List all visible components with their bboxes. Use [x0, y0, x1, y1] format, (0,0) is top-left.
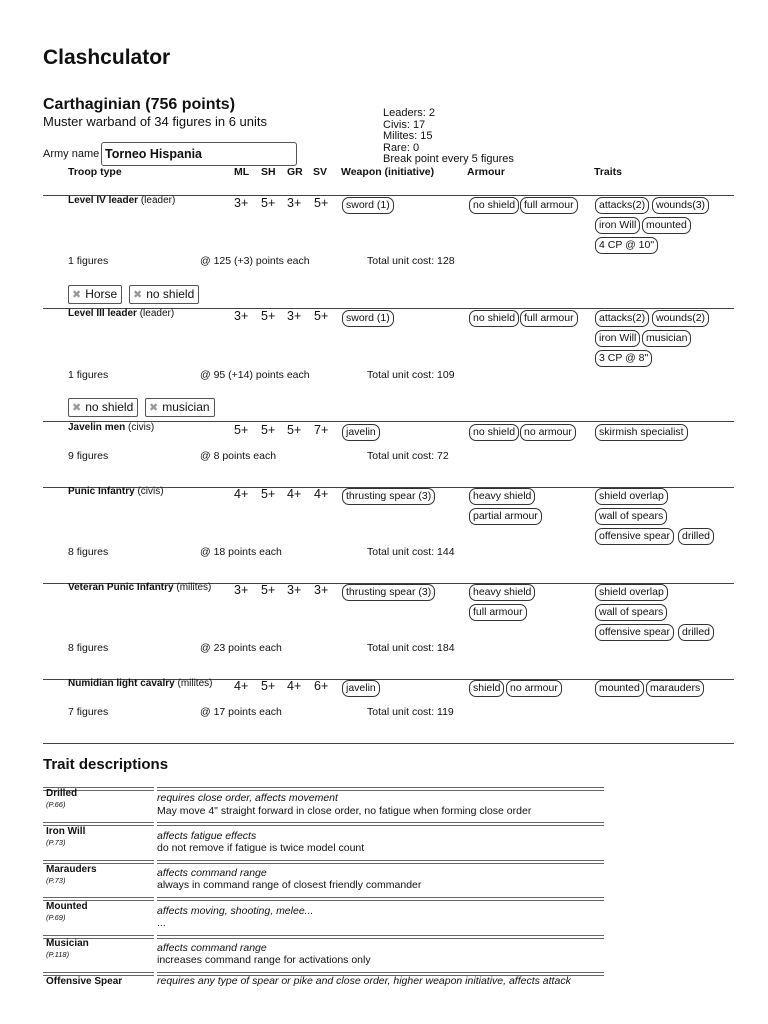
- stat-ml: 5+: [234, 423, 249, 437]
- unit-price: @ 125 (+3) points each: [200, 255, 310, 267]
- figure-count: 1 figures: [68, 255, 109, 267]
- unit-price: @ 8 points each: [200, 450, 277, 462]
- unit-total-cost: Total unit cost: 144: [367, 546, 455, 558]
- troop-name: Veteran Punic Infantry (milites): [68, 582, 212, 593]
- trait-tag: wall of spears: [595, 604, 667, 621]
- option-no-shield[interactable]: ✖ no shield: [68, 398, 138, 417]
- figure-count: 9 figures: [68, 450, 109, 462]
- trait-description: May move 4" straight forward in close order, no fatigue when forming close order: [157, 805, 532, 817]
- trait-tag: attacks(2): [595, 197, 649, 214]
- armour-tag: no shield: [469, 424, 519, 441]
- header-gr: GR: [287, 166, 303, 178]
- stat-ml: 4+: [234, 679, 249, 693]
- trait-requirement: affects fatigue effects: [157, 830, 257, 842]
- troop-name: Punic Infantry (civis): [68, 486, 164, 497]
- trait-description: do not remove if fatigue is twice model count: [157, 842, 365, 854]
- option-no-shield[interactable]: ✖ no shield: [129, 285, 199, 304]
- trait-requirement: affects command range: [157, 942, 267, 954]
- weapon-tag: thrusting spear (3): [342, 488, 435, 505]
- weapon-tag: sword (1): [342, 197, 394, 214]
- header-sv: SV: [313, 166, 328, 178]
- trait-tag: iron Will: [595, 330, 640, 347]
- stat-milites: Milites: 15: [383, 130, 433, 142]
- stat-gr: 4+: [287, 487, 302, 501]
- stat-ml: 3+: [234, 196, 249, 210]
- weapon-tag: javelin: [342, 680, 380, 697]
- armour-tag: no shield: [469, 310, 519, 327]
- stat-sh: 5+: [261, 679, 276, 693]
- stat-sv: 5+: [314, 196, 329, 210]
- armour-tag: partial armour: [469, 508, 542, 525]
- stat-sv: 3+: [314, 583, 329, 597]
- stat-sh: 5+: [261, 487, 276, 501]
- remove-icon[interactable]: ✖: [133, 289, 143, 301]
- trait-description: increases command range for activations only: [157, 954, 371, 966]
- stat-gr: 3+: [287, 583, 302, 597]
- trait-tag: wall of spears: [595, 508, 667, 525]
- header-weapon: Weapon (initiative): [341, 166, 435, 178]
- army-title: Carthaginian (756 points): [43, 96, 236, 113]
- weapon-tag: javelin: [342, 424, 380, 441]
- unit-price: @ 95 (+14) points each: [200, 369, 310, 381]
- army-stats: [383, 108, 514, 166]
- trait-tag: 3 CP @ 8": [595, 350, 652, 367]
- option-musician[interactable]: ✖ musician: [145, 398, 215, 417]
- stat-ml: 3+: [234, 583, 249, 597]
- weapon-tag: sword (1): [342, 310, 394, 327]
- trait-requirement: affects moving, shooting, melee...: [157, 905, 314, 917]
- trait-name: Iron Will: [46, 826, 86, 837]
- table-bottom-divider: [43, 743, 734, 744]
- armour-tag: full armour: [520, 197, 578, 214]
- stat-break-point: Break point every 5 figures: [383, 153, 514, 165]
- trait-requirement: requires any type of spear or pike and close order, higher weapon initiative, affects attack: [157, 975, 571, 987]
- armour-tag: heavy shield: [469, 488, 535, 505]
- armour-tag: shield: [469, 680, 504, 697]
- armour-tag: full armour: [469, 604, 527, 621]
- armour-tag: no armour: [520, 424, 576, 441]
- troop-name: Javelin men (civis): [68, 422, 155, 433]
- trait-tag: wounds(2): [652, 310, 709, 327]
- figure-count: 7 figures: [68, 706, 109, 718]
- header-sh: SH: [261, 166, 276, 178]
- unit-total-cost: Total unit cost: 119: [367, 706, 454, 718]
- trait-divider: [43, 897, 604, 901]
- stat-sh: 5+: [261, 583, 276, 597]
- unit-total-cost: Total unit cost: 128: [367, 255, 455, 267]
- trait-divider: [43, 822, 604, 826]
- trait-name: Drilled: [46, 788, 78, 799]
- stat-ml: 3+: [234, 309, 249, 323]
- stat-civis: Civis: 17: [383, 118, 426, 131]
- stat-sv: 5+: [314, 309, 329, 323]
- figure-count: 8 figures: [68, 546, 109, 558]
- trait-requirement: affects command range: [157, 867, 267, 879]
- trait-tag: skirmish specialist: [595, 424, 688, 441]
- trait-page-ref: (P.69): [46, 913, 66, 922]
- header-armour: Armour: [467, 166, 505, 178]
- unit-total-cost: Total unit cost: 72: [367, 450, 449, 462]
- stat-gr: 4+: [287, 679, 302, 693]
- troop-name: Numidian light cavalry (milites): [68, 678, 213, 689]
- stat-rare: Rare: 0: [383, 141, 420, 154]
- figure-count: 8 figures: [68, 642, 109, 654]
- trait-descriptions-title: Trait descriptions: [43, 756, 169, 773]
- trait-tag: offensive spear: [595, 528, 674, 545]
- stat-sh: 5+: [261, 423, 276, 437]
- figure-count: 1 figures: [68, 369, 109, 381]
- armour-tag: no shield: [469, 197, 519, 214]
- trait-tag: marauders: [646, 680, 704, 697]
- trait-divider: [43, 860, 604, 864]
- trait-tag: mounted: [595, 680, 644, 697]
- unit-price: @ 17 points each: [200, 706, 282, 718]
- remove-icon[interactable]: ✖: [72, 289, 82, 301]
- trait-tag: shield overlap: [595, 488, 668, 505]
- header-ml: ML: [234, 166, 250, 178]
- app-title: Clashculator: [43, 46, 171, 69]
- stat-sv: 4+: [314, 487, 329, 501]
- armour-tag: full armour: [520, 310, 578, 327]
- weapon-tag: thrusting spear (3): [342, 584, 435, 601]
- trait-tag: musician: [642, 330, 691, 347]
- trait-divider: [43, 787, 604, 791]
- trait-page-ref: (P.118): [46, 950, 70, 959]
- trait-tag: mounted: [642, 217, 691, 234]
- header-traits: Traits: [594, 166, 623, 178]
- stat-sv: 6+: [314, 679, 329, 693]
- trait-divider: [43, 935, 604, 939]
- stat-sh: 5+: [261, 309, 276, 323]
- armour-tag: heavy shield: [469, 584, 535, 601]
- army-name-label: Army name: [43, 148, 100, 160]
- trait-tag: wounds(3): [652, 197, 709, 214]
- stat-sh: 5+: [261, 196, 276, 210]
- troop-name: Level IV leader (leader): [68, 195, 176, 206]
- unit-total-cost: Total unit cost: 184: [367, 642, 455, 654]
- army-name-input[interactable]: [101, 142, 297, 166]
- trait-tag: shield overlap: [595, 584, 668, 601]
- troop-name: Level III leader (leader): [68, 308, 175, 319]
- stat-gr: 3+: [287, 309, 302, 323]
- trait-description: always in command range of closest friendly commander: [157, 879, 422, 891]
- army-subtitle: Muster warband of 34 figures in 6 units: [43, 114, 268, 129]
- stat-ml: 4+: [234, 487, 249, 501]
- trait-description: ...: [157, 917, 166, 929]
- trait-name: Mounted: [46, 901, 88, 912]
- unit-price: @ 23 points each: [200, 642, 282, 654]
- armour-tag: no armour: [506, 680, 562, 697]
- stat-leaders: Leaders: 2: [383, 107, 435, 119]
- stat-gr: 3+: [287, 196, 302, 210]
- stat-gr: 5+: [287, 423, 302, 437]
- trait-page-ref: (P.66): [46, 800, 66, 809]
- trait-tag: attacks(2): [595, 310, 649, 327]
- unit-total-cost: Total unit cost: 109: [367, 369, 455, 381]
- unit-price: @ 18 points each: [200, 546, 282, 558]
- trait-tag: drilled: [678, 528, 714, 545]
- trait-requirement: requires close order, affects movement: [157, 792, 338, 804]
- header-troop-type: Troop type: [68, 166, 122, 178]
- trait-name: Musician: [46, 938, 89, 949]
- trait-tag: iron Will: [595, 217, 640, 234]
- remove-icon[interactable]: ✖: [72, 402, 82, 414]
- trait-page-ref: (P.73): [46, 838, 66, 847]
- trait-tag: drilled: [678, 624, 714, 641]
- trait-page-ref: (P.73): [46, 876, 66, 885]
- trait-tag: offensive spear: [595, 624, 674, 641]
- trait-tag: 4 CP @ 10": [595, 237, 658, 254]
- option-horse[interactable]: ✖ Horse: [68, 285, 122, 304]
- trait-name: Marauders: [46, 864, 97, 875]
- trait-name: Offensive Spear: [46, 976, 123, 987]
- remove-icon[interactable]: ✖: [149, 402, 159, 414]
- stat-sv: 7+: [314, 423, 329, 437]
